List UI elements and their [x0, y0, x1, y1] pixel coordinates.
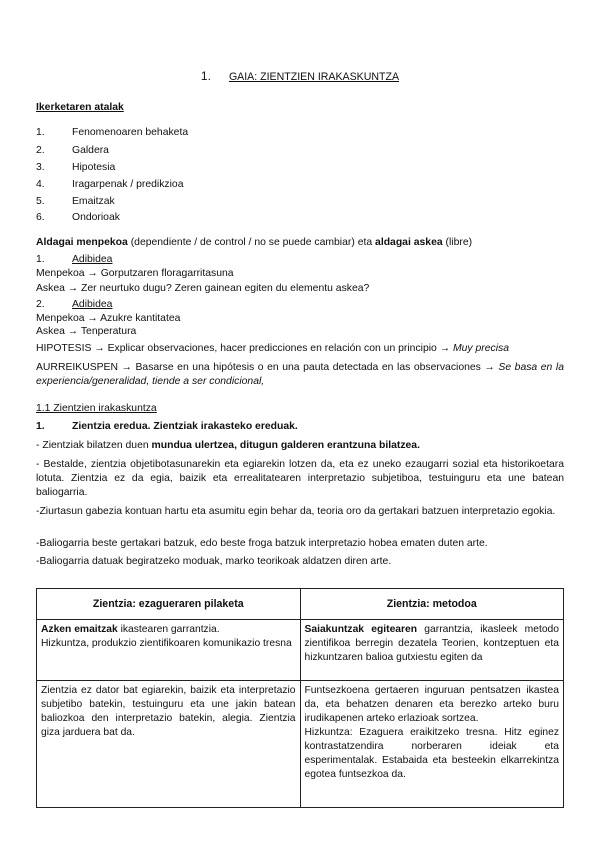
paragraph: -Baliogarria datuak begiratzeko moduak, marko teorikoak aldatzen diren arte.: [36, 556, 392, 567]
example-line: Menpekoa → Azukre kantitatea: [36, 313, 181, 324]
paragraph: -Baliogarria beste gertakari batzuk, edo beste froga batzuk interpretazio hobea ematen duten arte.: [36, 538, 488, 549]
example-line: Askea → Zer neurtuko dugu? Zeren gainean egiten du elementu askea?: [36, 283, 370, 294]
list-item: 1. Fenomenoaren behaketa: [36, 127, 189, 138]
table-cell: Saiakuntzak egitearen garrantzia, ikasleek metodo zientifikoa berregin dezatela Teorien, kontzeptuen eta hizkuntzaren balioa gutxiestu egiten da: [300, 620, 564, 681]
hipotesis-line: HIPOTESIS → Explicar observaciones, hacer predicciones en relación con un principio → Muy precisa: [36, 343, 509, 354]
list-item: 6. Ondorioak: [36, 212, 120, 223]
title-number: 1.: [200, 69, 211, 83]
table-cell: Azken emaitzak ikastearen garrantzia. Hizkuntza, produkzio zientifikoaren komunikazio tresna: [37, 620, 301, 681]
table-header-row: [37, 589, 564, 620]
example-line: Menpekoa → Gorputzaren floragarritasuna: [36, 268, 234, 279]
paragraph: -Ziurtasun gabezia kontuan hartu eta asumitu egin behar da, teoria oro da gertakari batzuen interpretazio egokia.: [36, 506, 556, 517]
table-row: [37, 681, 564, 808]
paragraph: - Bestalde, zientzia objetibotasunarekin eta egiarekin lotzen da, eta ez uneko ezaugarri sozial eta historikoetara lotuta. Zientzia ez da egia, baizik eta errealitatearen interpretazio subjetiboa, testuinguru eta une batean baliogarria.: [36, 459, 564, 498]
section-heading: Ikerketaren atalak: [36, 102, 124, 113]
table-cell: Funtsezkoena gertaeren inguruan pentsatzen ikastea da, eta behatzen denaren eta berezko arteko buru irudikapenen arteko erlazioak sortzea. Hizkuntza: Ezaguera eraikitzeko tresna. Hitz eginez kontrastatzendira norberaren ideiak eta esperimentalak. Estabaida eta besteekin elkarrekintza egotea funtsezkoa da.: [300, 681, 564, 808]
list-item: 5. Emaitzak: [36, 196, 115, 207]
title-text: GAIA: ZIENTZIEN IRAKASKUNTZA: [228, 71, 400, 83]
aurreikuspen-paragraph: AURREIKUSPEN → Basarse en una hipótesis o en una pauta detectada en las observaciones → Se basa en la experiencia/generalidad, tiende a ser condicional,: [36, 362, 564, 387]
comparison-table: [36, 588, 564, 808]
table-header: Zientzia: ezagueraren pilaketa: [37, 589, 301, 620]
example-label: 2. Adibidea: [36, 299, 113, 310]
subsection-item: 1. Zientzia eredua. Zientziak irakasteko ereduak.: [36, 421, 298, 432]
table-header: Zientzia: metodoa: [300, 589, 564, 620]
paragraph: - Zientziak bilatzen duen mundua ulertzea, ditugun galderen erantzuna bilatzea.: [36, 440, 420, 451]
table-row: [37, 620, 564, 681]
table-cell: Zientzia ez dator bat egiarekin, baizik eta interpretazio subjetibo batekin, testuinguru eta une jakin batean baliozkoa den interpretazio batekin, alegia. Zientzia giza jarduera bat da.: [37, 681, 301, 808]
example-label: 1. Adibidea: [36, 254, 113, 265]
list-item: 4. Iragarpenak / predikzioa: [36, 179, 184, 190]
page-title: [36, 69, 564, 83]
list-item: 2. Galdera: [36, 145, 109, 156]
list-item: 3. Hipotesia: [36, 162, 116, 173]
example-line: Askea → Tenperatura: [36, 326, 137, 337]
variables-line: Aldagai menpekoa (dependiente / de control / no se puede cambiar) eta aldagai askea (libre): [36, 237, 473, 248]
subsection-heading: 1.1 Zientzien irakaskuntza: [36, 403, 157, 414]
